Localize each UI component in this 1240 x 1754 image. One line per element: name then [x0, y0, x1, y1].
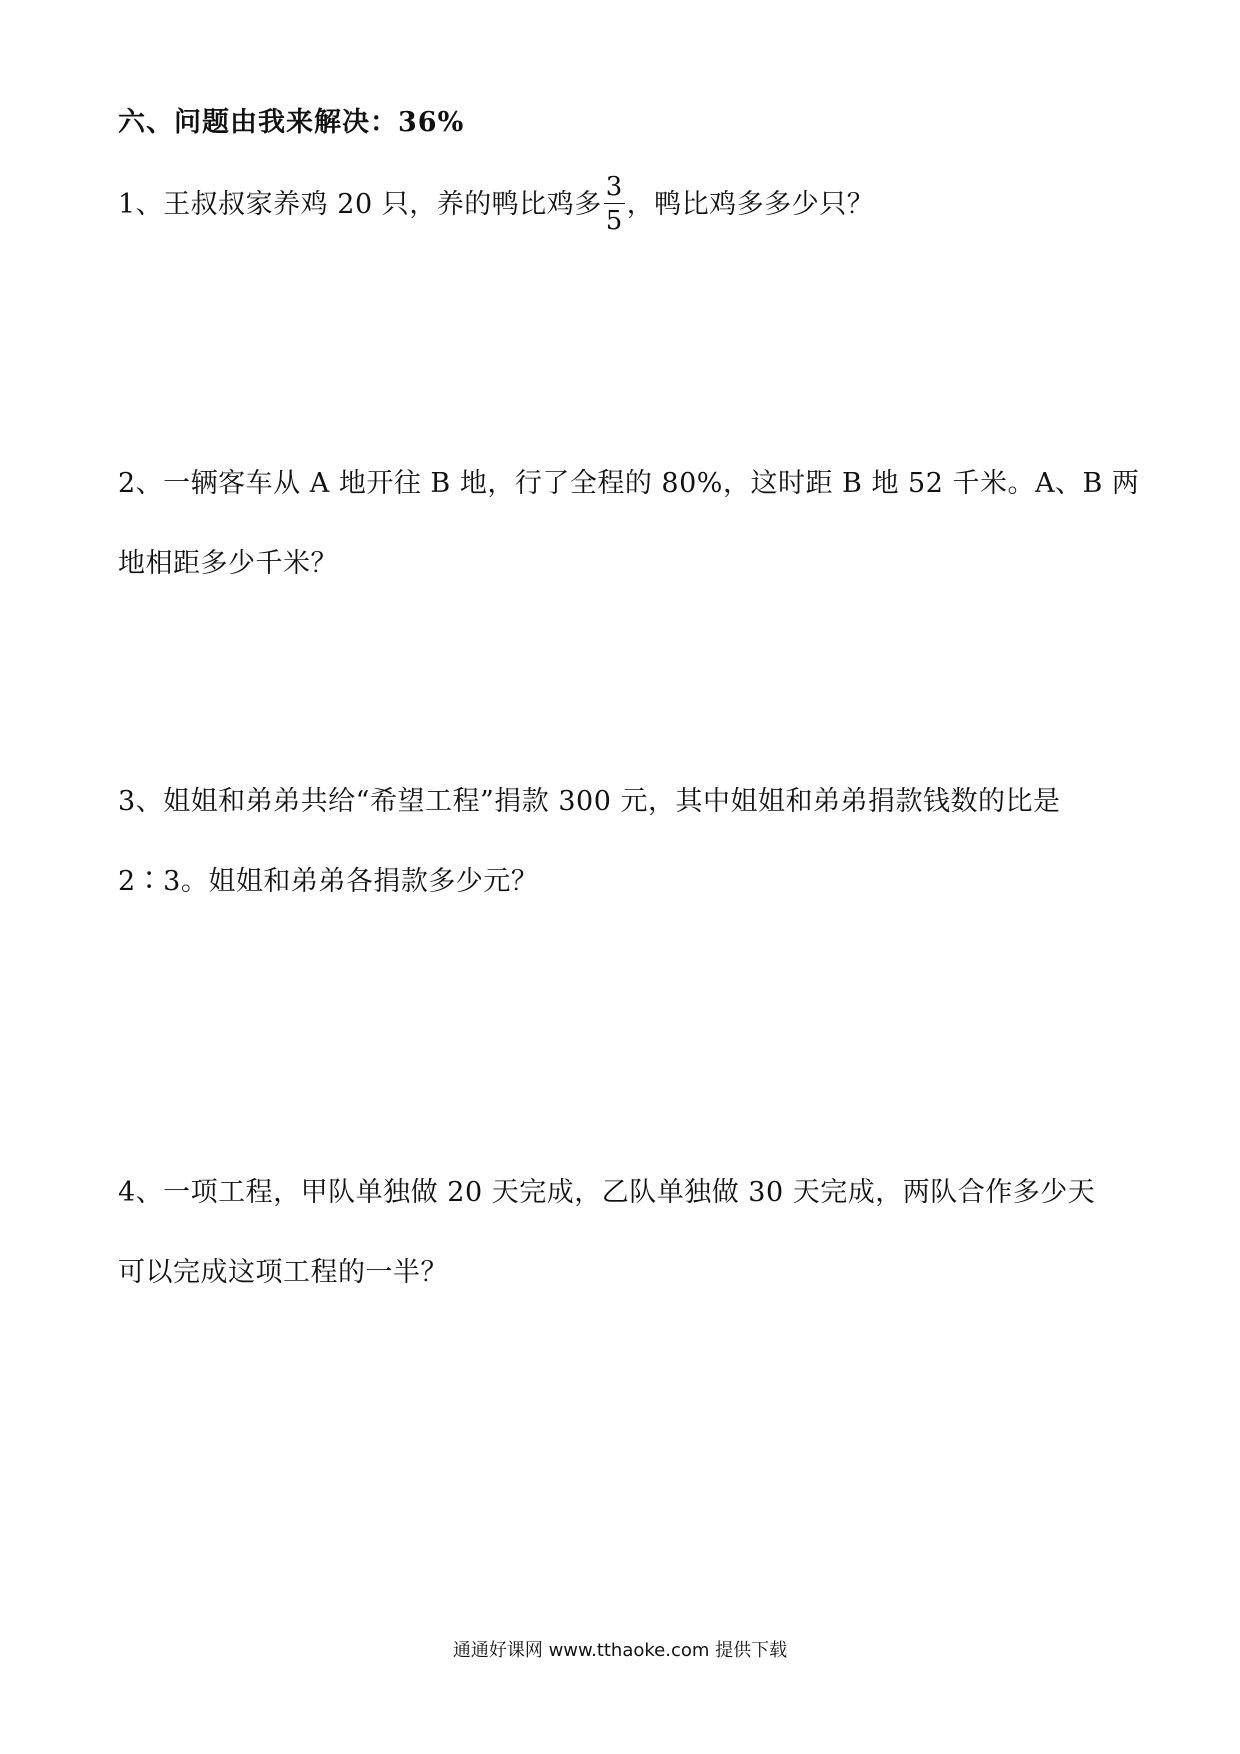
question-4-line-2: 可以完成这项工程的一半？	[118, 1257, 448, 1288]
question-3-line-1: 3、姐姐和弟弟共给“希望工程”捐款 300 元，其中姐姐和弟弟捐款钱数的比是	[118, 786, 1061, 817]
question-2-line-1: 2、一辆客车从 A 地开往 B 地，行了全程的 80%，这时距 B 地 52 千米。A、B 两	[118, 468, 1140, 499]
question-1-text-after-fraction: ，鸭比鸡多多少只？	[626, 189, 875, 220]
question-3	[118, 762, 1128, 922]
question-1-line-1	[118, 165, 1128, 245]
question-4	[118, 1153, 1128, 1313]
section-title: 六、问题由我来解决：36%	[118, 107, 465, 138]
footer-credit: 通通好课网 www.tthaoke.com 提供下载	[452, 1640, 788, 1661]
question-3-line-2: 2∶3。姐姐和弟弟各捐款多少元？	[118, 866, 539, 897]
question-1	[118, 165, 1128, 245]
fraction	[604, 171, 625, 236]
question-4-line-1: 4、一项工程，甲队单独做 20 天完成，乙队单独做 30 天完成，两队合作多少天	[118, 1177, 1096, 1208]
question-2	[118, 444, 1140, 604]
fraction-denominator: 5	[605, 205, 623, 236]
question-2-line-2: 地相距多少千米？	[118, 548, 338, 579]
fraction-numerator: 3	[605, 171, 623, 202]
question-1-text-before-fraction: 1、王叔叔家养鸡 20 只，养的鸭比鸡多	[118, 189, 602, 220]
